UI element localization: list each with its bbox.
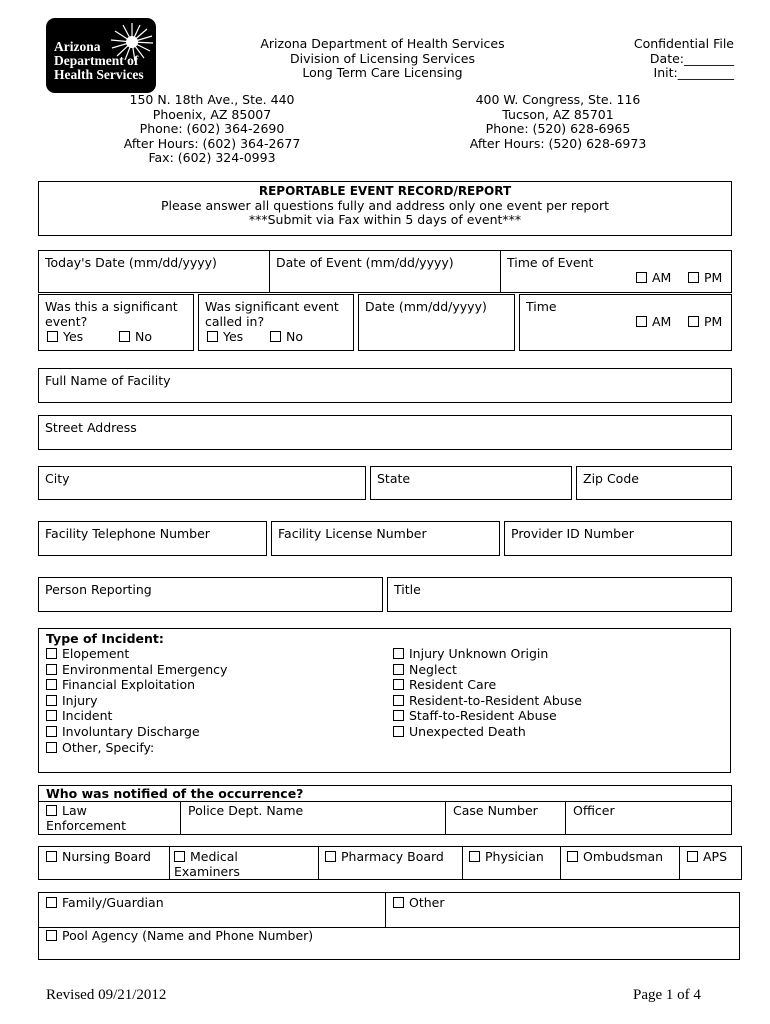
checkbox[interactable] bbox=[46, 679, 57, 690]
case-number-label: Case Number bbox=[453, 803, 538, 818]
person-reporting-label: Person Reporting bbox=[45, 582, 152, 597]
checkbox[interactable] bbox=[46, 664, 57, 675]
checkbox[interactable] bbox=[46, 726, 57, 737]
no-checkbox[interactable] bbox=[119, 331, 130, 342]
notified-heading: Who was notified of the occurrence? bbox=[46, 786, 304, 801]
incident-option[interactable]: Involuntary Discharge bbox=[46, 724, 227, 740]
officer-field[interactable] bbox=[565, 801, 732, 835]
checkbox[interactable] bbox=[393, 648, 404, 659]
significant-yes-option[interactable] bbox=[47, 329, 83, 344]
event-am-option[interactable] bbox=[636, 270, 671, 285]
am-checkbox[interactable] bbox=[636, 272, 647, 283]
division-name: Division of Licensing Services bbox=[290, 50, 475, 66]
street-address-field[interactable] bbox=[38, 415, 732, 450]
incident-list-left bbox=[46, 646, 227, 755]
incident-option[interactable]: Environmental Emergency bbox=[46, 662, 227, 678]
phoenix-address: 150 N. 18th Ave., Ste. 440 bbox=[129, 92, 295, 107]
form-title: REPORTABLE EVENT RECORD/REPORT bbox=[258, 184, 512, 198]
confidential-label: Confidential File bbox=[633, 36, 734, 51]
intro-box bbox=[38, 181, 732, 236]
called-yes-option[interactable] bbox=[207, 329, 243, 344]
zip-code-label: Zip Code bbox=[583, 471, 639, 486]
family-guardian-option[interactable]: Family/Guardian bbox=[46, 895, 164, 910]
nursing-board-option[interactable]: Nursing Board bbox=[46, 849, 151, 864]
case-number-field[interactable] bbox=[445, 801, 566, 835]
date-of-event-label: Date of Event (mm/dd/yyyy) bbox=[276, 255, 454, 270]
tucson-office bbox=[458, 93, 658, 151]
am-label: AM bbox=[652, 270, 672, 285]
license-number-label: Facility License Number bbox=[278, 526, 427, 541]
facility-name-field[interactable] bbox=[38, 368, 732, 403]
pm-checkbox[interactable] bbox=[688, 316, 699, 327]
pm-checkbox[interactable] bbox=[688, 272, 699, 283]
called-date-label: Date (mm/dd/yyyy) bbox=[365, 299, 487, 314]
incident-option[interactable]: Elopement bbox=[46, 646, 227, 662]
significant-no-option[interactable] bbox=[119, 329, 152, 344]
officer-label: Officer bbox=[573, 803, 615, 818]
called-time-field[interactable] bbox=[519, 294, 732, 351]
fax-instructions: ***Submit via Fax within 5 days of event*** bbox=[248, 212, 522, 227]
time-of-event-label: Time of Event bbox=[507, 255, 594, 270]
checkbox[interactable] bbox=[46, 851, 57, 862]
am-checkbox[interactable] bbox=[636, 316, 647, 327]
logo-text: Arizona Department of Health Services bbox=[54, 39, 144, 82]
city-label: City bbox=[45, 471, 70, 486]
ombudsman-option[interactable]: Ombudsman bbox=[567, 849, 663, 864]
incident-option[interactable]: Incident bbox=[46, 708, 227, 724]
tucson-address: 400 W. Congress, Ste. 116 bbox=[475, 92, 641, 107]
time-of-event-field[interactable] bbox=[500, 250, 732, 293]
city-field[interactable] bbox=[38, 466, 366, 500]
pool-agency-option[interactable]: Pool Agency (Name and Phone Number) bbox=[46, 928, 313, 943]
zip-code-field[interactable] bbox=[576, 466, 732, 500]
title-label: Title bbox=[394, 582, 421, 597]
incident-option[interactable]: Financial Exploitation bbox=[46, 677, 227, 693]
incident-option[interactable]: Resident Care bbox=[393, 677, 582, 693]
checkbox[interactable] bbox=[393, 679, 404, 690]
agency-name: Arizona Department of Health Services bbox=[260, 36, 505, 51]
incident-list-right bbox=[393, 646, 582, 740]
called-no-option[interactable] bbox=[270, 329, 303, 344]
checkbox[interactable] bbox=[393, 726, 404, 737]
office-use-block bbox=[624, 37, 734, 81]
checkbox[interactable] bbox=[469, 851, 480, 862]
telephone-field[interactable] bbox=[38, 521, 267, 556]
office-date-field: Date:________ bbox=[649, 50, 734, 66]
incident-option[interactable]: Unexpected Death bbox=[393, 724, 582, 740]
incident-option[interactable]: Injury Unknown Origin bbox=[393, 646, 582, 662]
incident-heading: Type of Incident: bbox=[46, 631, 164, 646]
law-enforcement-label: Law Enforcement bbox=[46, 803, 126, 833]
page-number: Page 1 of 4 bbox=[633, 987, 701, 1003]
no-checkbox[interactable] bbox=[270, 331, 281, 342]
incident-option[interactable]: Injury bbox=[46, 693, 227, 709]
tucson-city: Tucson, AZ 85701 bbox=[502, 106, 614, 122]
title-field[interactable] bbox=[387, 577, 732, 612]
notified-heading-row bbox=[38, 785, 732, 802]
license-number-field[interactable] bbox=[271, 521, 500, 556]
yes-checkbox[interactable] bbox=[47, 331, 58, 342]
checkbox[interactable] bbox=[687, 851, 698, 862]
pharmacy-board-option[interactable]: Pharmacy Board bbox=[325, 849, 444, 864]
pm-label: PM bbox=[704, 314, 723, 329]
tucson-after-hours: After Hours: (520) 628-6973 bbox=[469, 135, 647, 151]
called-in-question: Was significant event called in? bbox=[205, 299, 339, 329]
aps-option[interactable]: APS bbox=[687, 849, 727, 864]
phoenix-phone: Phone: (602) 364-2690 bbox=[139, 121, 285, 136]
checkbox[interactable] bbox=[46, 805, 57, 816]
no-label: No bbox=[286, 329, 303, 344]
checkbox[interactable] bbox=[567, 851, 578, 862]
pm-label: PM bbox=[704, 270, 723, 285]
person-reporting-field[interactable] bbox=[38, 577, 383, 612]
provider-id-field[interactable] bbox=[504, 521, 732, 556]
checkbox[interactable] bbox=[46, 742, 57, 753]
law-enforcement-option[interactable] bbox=[38, 801, 181, 835]
incident-option[interactable]: Staff-to-Resident Abuse bbox=[393, 708, 582, 724]
phoenix-fax: Fax: (602) 324-0993 bbox=[148, 150, 276, 165]
adhs-logo bbox=[46, 18, 156, 93]
yes-checkbox[interactable] bbox=[207, 331, 218, 342]
checkbox[interactable] bbox=[46, 710, 57, 721]
medical-examiners-option[interactable]: Medical Examiners bbox=[174, 849, 240, 879]
agency-header bbox=[230, 37, 535, 81]
checkbox[interactable] bbox=[325, 851, 336, 862]
am-label: AM bbox=[652, 314, 672, 329]
called-date-field[interactable] bbox=[358, 294, 515, 351]
checkbox[interactable] bbox=[393, 695, 404, 706]
phoenix-office bbox=[112, 93, 312, 166]
date-of-event-field[interactable] bbox=[269, 250, 501, 293]
significant-question: Was this a significant event? bbox=[45, 299, 178, 329]
incident-option[interactable]: Resident-to-Resident Abuse bbox=[393, 693, 582, 709]
no-label: No bbox=[135, 329, 152, 344]
incident-option[interactable]: Neglect bbox=[393, 662, 582, 678]
called-in-field bbox=[198, 294, 354, 351]
incident-option[interactable]: Other, Specify: bbox=[46, 740, 227, 756]
other-option[interactable]: Other bbox=[393, 895, 445, 910]
called-time-label: Time bbox=[526, 299, 557, 314]
physician-option[interactable]: Physician bbox=[469, 849, 544, 864]
todays-date-label: Today's Date (mm/dd/yyyy) bbox=[45, 255, 217, 270]
facility-name-label: Full Name of Facility bbox=[45, 373, 171, 388]
police-dept-label: Police Dept. Name bbox=[188, 803, 304, 818]
yes-label: Yes bbox=[223, 329, 244, 344]
form-instructions: Please answer all questions fully and address only one event per report bbox=[160, 197, 610, 213]
office-init-field: Init:_________ bbox=[653, 65, 734, 80]
checkbox[interactable] bbox=[46, 897, 57, 908]
police-dept-field[interactable] bbox=[180, 801, 446, 835]
checkbox[interactable] bbox=[46, 695, 57, 706]
event-pm-option[interactable] bbox=[688, 270, 722, 285]
state-label: State bbox=[377, 471, 411, 486]
other-notified-section bbox=[38, 892, 740, 960]
checkbox[interactable] bbox=[46, 930, 57, 941]
revision-date: Revised 09/21/2012 bbox=[46, 987, 167, 1003]
phoenix-after-hours: After Hours: (602) 364-2677 bbox=[123, 135, 301, 151]
program-name: Long Term Care Licensing bbox=[302, 65, 463, 80]
phoenix-city: Phoenix, AZ 85007 bbox=[152, 106, 272, 122]
called-pm-option[interactable] bbox=[688, 314, 722, 329]
state-field[interactable] bbox=[370, 466, 572, 500]
checkbox[interactable] bbox=[174, 851, 185, 862]
checkbox[interactable] bbox=[393, 897, 404, 908]
significant-event-field bbox=[38, 294, 194, 351]
provider-id-label: Provider ID Number bbox=[511, 526, 634, 541]
todays-date-field[interactable] bbox=[38, 250, 270, 293]
yes-label: Yes bbox=[63, 329, 84, 344]
agencies-row bbox=[38, 846, 742, 880]
checkbox[interactable] bbox=[393, 664, 404, 675]
incident-type-section bbox=[38, 628, 731, 773]
telephone-label: Facility Telephone Number bbox=[45, 526, 210, 541]
street-address-label: Street Address bbox=[45, 420, 137, 435]
checkbox[interactable] bbox=[393, 710, 404, 721]
called-am-option[interactable] bbox=[636, 314, 671, 329]
tucson-phone: Phone: (520) 628-6965 bbox=[485, 121, 631, 136]
checkbox[interactable] bbox=[46, 648, 57, 659]
